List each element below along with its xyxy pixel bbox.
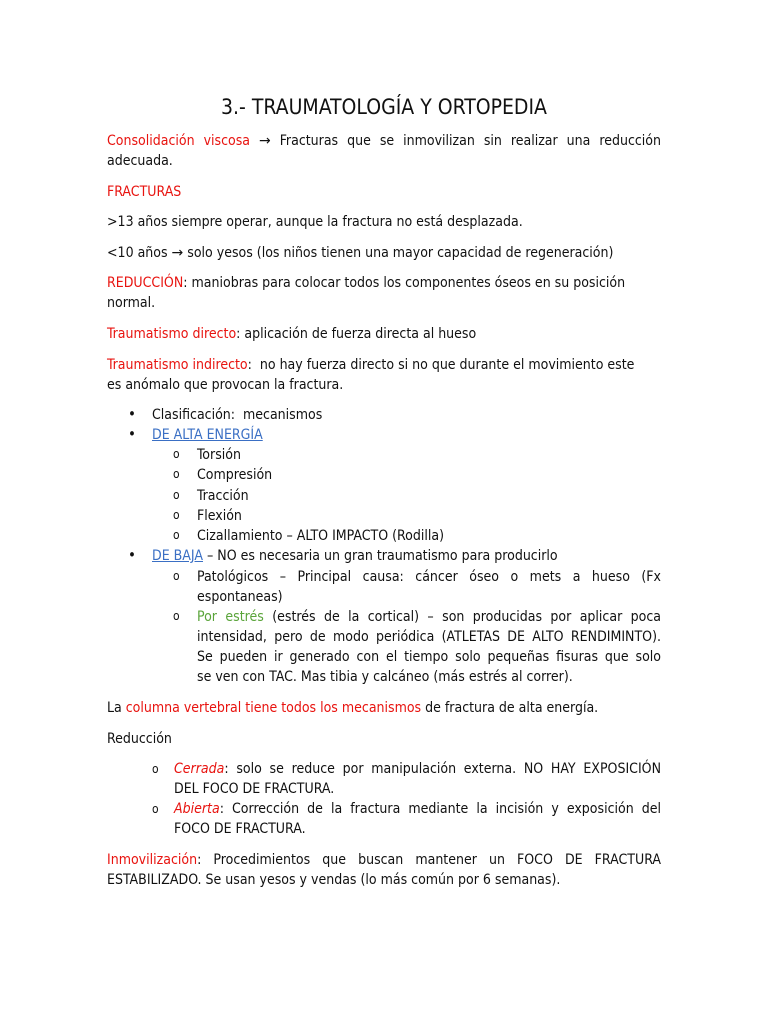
sub-bullet-icon: o: [173, 528, 180, 542]
traumatismo-directo-text: : aplicación de fuerza directa al hueso: [236, 326, 477, 342]
consolidacion-text: Fracturas que se inmovilizan sin realizar una reducción: [279, 133, 661, 149]
bullet-icon: •: [128, 425, 136, 443]
term-traumatismo-indirecto: Traumatismo indirecto: [107, 357, 248, 373]
list-item-de-baja: [152, 546, 558, 566]
list-item-cizallamiento: Cizallamiento – ALTO IMPACTO (Rodilla): [197, 528, 445, 544]
inmovilizacion-line-2: ESTABILIZADO. Se usan yesos y vendas (lo más común por 6 semanas).: [107, 872, 561, 888]
abierta-line-2: FOCO DE FRACTURA.: [174, 821, 306, 837]
term-reduccion: REDUCCIÓN: [107, 275, 184, 291]
indirecto-text: : no hay fuerza directo si no que durante el movimiento este: [247, 357, 635, 373]
list-item-compresion: Compresión: [197, 467, 273, 483]
list-item-cerrada: [174, 759, 661, 799]
list-item-traccion: Tracción: [197, 488, 249, 504]
sub-bullet-icon: o: [173, 609, 180, 623]
abierta-line-1: [174, 799, 661, 819]
list-item-clasificacion: Clasificación: mecanismos: [152, 407, 323, 423]
list-item-abierta: [174, 799, 661, 839]
inmovilizacion-text: : Procedimientos que buscan mantener un FOCO DE FRACTURA: [197, 852, 661, 868]
sub-bullet-icon: o: [173, 447, 180, 461]
columna-prefix: La: [107, 700, 126, 716]
term-por-estres: Por estrés: [197, 609, 264, 625]
link-de-alta-energia[interactable]: DE ALTA ENERGÍA: [152, 427, 263, 443]
abierta-text: : Corrección de la fractura mediante la incisión y exposición del: [219, 801, 661, 817]
paragraph-consolidacion: [107, 131, 661, 171]
menor-10-label: <10 años: [107, 245, 168, 261]
indirecto-line-1: [107, 355, 661, 375]
estres-line-3: Se pueden ir generado con el tiempo solo pequeñas fisuras que solo: [197, 649, 661, 665]
paragraph-menor-10: [107, 243, 661, 263]
estres-line-2: intensidad, pero de modo periódica (ATLETAS DE ALTO RENDIMINTO).: [197, 629, 661, 645]
paragraph-columna: [107, 698, 661, 718]
sub-bullet-icon: o: [173, 467, 180, 481]
de-baja-text: – NO es necesaria un gran traumatismo para producirlo: [203, 548, 558, 564]
menor-10-text: solo yesos (los niños tienen una mayor capacidad de regeneración): [187, 245, 614, 261]
columna-suffix: de fractura de alta energía.: [421, 700, 599, 716]
estres-text-1: (estrés de la cortical) – son producidas por aplicar poca: [263, 609, 661, 625]
arrow-icon: →: [171, 245, 184, 261]
term-traumatismo-directo: Traumatismo directo: [107, 326, 237, 342]
sub-bullet-icon: o: [173, 508, 180, 522]
term-columna-vertebral: columna vertebral tiene todos los mecanismos: [125, 700, 422, 716]
list-item-torsion: Torsión: [197, 447, 241, 463]
consolidacion-line-2: adecuada.: [107, 153, 173, 169]
patologicos-line-2: espontaneas): [197, 589, 283, 605]
reduccion-line-2: normal.: [107, 295, 156, 311]
paragraph-reduccion: [107, 273, 661, 313]
sub-bullet-icon: o: [173, 569, 180, 583]
heading-fracturas: FRACTURAS: [107, 184, 182, 200]
sub-bullet-icon: o: [152, 762, 159, 776]
bullet-icon: •: [128, 546, 136, 564]
list-item-flexion: Flexión: [197, 508, 242, 524]
estres-line-4: se ven con TAC. Mas tibia y calcáneo (más estrés al correr).: [197, 669, 573, 685]
page-title: 3.- TRAUMATOLOGÍA Y ORTOPEDIA: [221, 95, 547, 119]
reduccion-line-1: [107, 273, 661, 293]
sub-bullet-icon: o: [152, 802, 159, 816]
estres-line-1: [197, 607, 661, 627]
inmovilizacion-line-1: [107, 850, 661, 870]
patologicos-line-1: Patológicos – Principal causa: cáncer óseo o mets a hueso (Fx: [197, 569, 661, 585]
cerrada-line-2: DEL FOCO DE FRACTURA.: [174, 781, 335, 797]
paragraph-inmovilizacion: [107, 850, 661, 890]
list-item-patologicos: [197, 567, 661, 607]
reduccion-text: : maniobras para colocar todos los componentes óseos en su posición: [183, 275, 626, 291]
paragraph-traumatismo-directo: [107, 324, 661, 344]
link-de-baja[interactable]: DE BAJA: [152, 548, 203, 564]
heading-reduccion: Reducción: [107, 731, 172, 747]
term-inmovilizacion: Inmovilización: [107, 852, 198, 868]
list-item-por-estres: [197, 607, 661, 687]
paragraph-mayor-13: >13 años siempre operar, aunque la fractura no está desplazada.: [107, 214, 523, 230]
arrow-icon: →: [258, 133, 271, 149]
bullet-icon: •: [128, 405, 136, 423]
indirecto-line-2: es anómalo que provocan la fractura.: [107, 377, 344, 393]
consolidacion-line-1: [107, 131, 661, 151]
paragraph-traumatismo-indirecto: [107, 355, 661, 395]
term-consolidacion-viscosa: Consolidación viscosa: [107, 133, 250, 149]
cerrada-line-1: [174, 759, 661, 779]
term-abierta: Abierta: [174, 801, 220, 817]
cerrada-text: : solo se reduce por manipulación externa. NO HAY EXPOSICIÓN: [224, 761, 661, 777]
sub-bullet-icon: o: [173, 488, 180, 502]
term-cerrada: Cerrada: [174, 761, 225, 777]
